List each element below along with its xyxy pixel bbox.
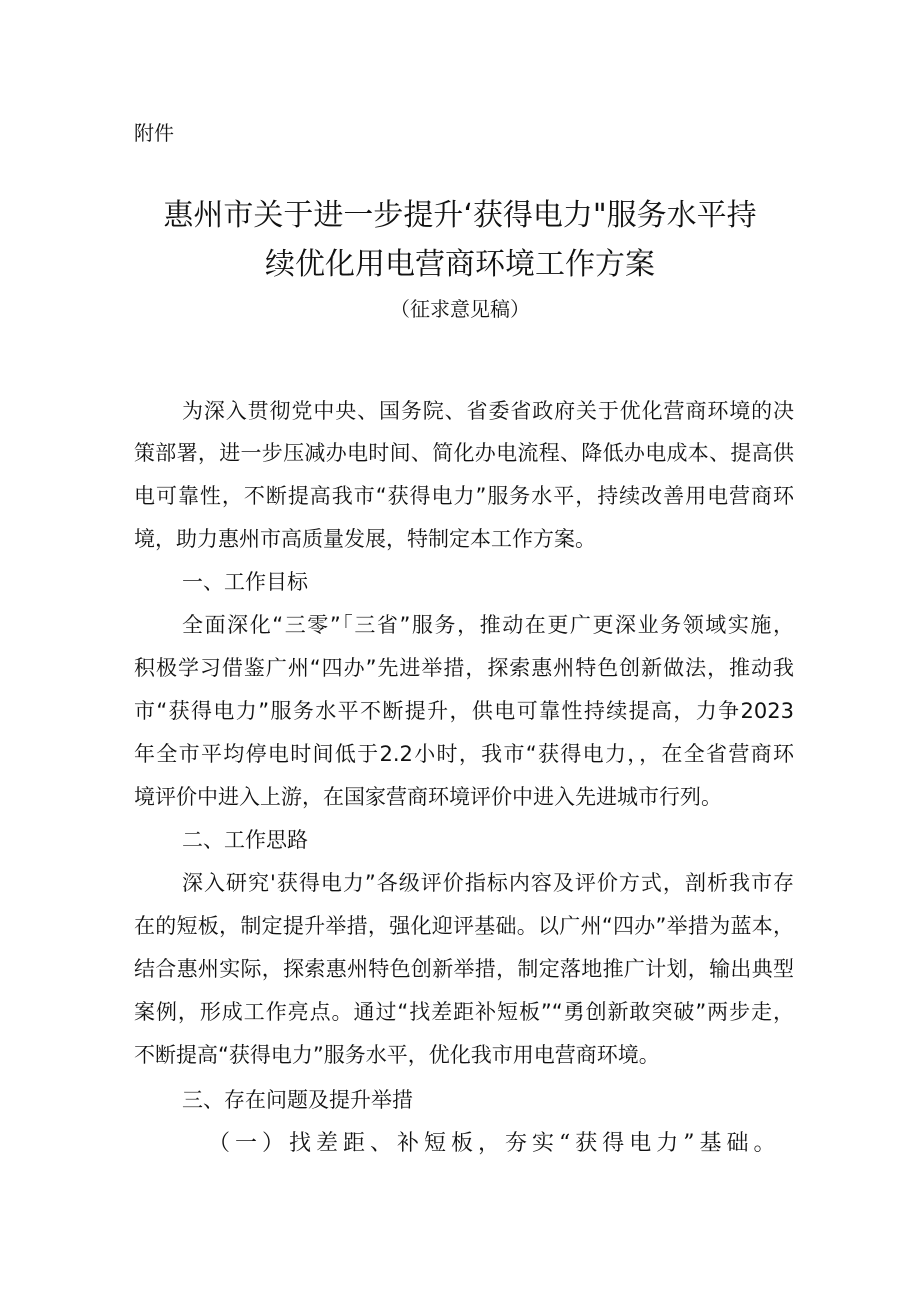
section-1-line-4: 年全市平均停电时间低于2.2小时，我市“获得电力，，在全省营商环 bbox=[134, 742, 794, 766]
section-1-line-2: 积极学习借鉴广州“四办”先进举措，探索惠州特色创新做法，推动我 bbox=[134, 656, 794, 680]
section-2-line-4: 案例，形成工作亮点。通过“找差距补短板”“勇创新敢突破”两步走， bbox=[134, 1000, 794, 1024]
section-3-subheading: （一）找差距、补短板，夯实“获得电力”基础。 bbox=[208, 1131, 781, 1156]
section-2-line-2: 在的短板，制定提升举措，强化迎评基础。以广州“四办”举措为蓝本， bbox=[134, 914, 794, 938]
document-title-line-1: 惠州市关于进一步提升‘获得电力"服务水平持 bbox=[163, 198, 757, 233]
section-1-line-3: 市“获得电力”服务水平不断提升，供电可靠性持续提高，力争2023 bbox=[134, 699, 794, 723]
intro-line-4: 境，助力惠州市高质量发展，特制定本工作方案。 bbox=[134, 527, 596, 551]
document-title-line-2: 续优化用电营商环境工作方案 bbox=[265, 247, 655, 282]
section-2-line-5: 不断提高“获得电力”服务水平，优化我市用电营商环境。 bbox=[134, 1043, 660, 1067]
section-1-line-1: 全面深化“三零”「三省”服务，推动在更广更深业务领域实施， bbox=[182, 613, 794, 637]
section-1-line-5: 境评价中进入上游，在国家营商环境评价中进入先进城市行列。 bbox=[134, 785, 722, 809]
section-1-heading: 一、工作目标 bbox=[182, 570, 308, 594]
intro-line-1: 为深入贯彻党中央、国务院、省委省政府关于优化营商环境的决 bbox=[182, 399, 794, 423]
intro-line-3: 电可靠性，不断提高我市“获得电力”服务水平，持续改善用电营商环 bbox=[134, 484, 794, 508]
intro-line-2: 策部署，进一步压减办电时间、简化办电流程、降低办电成本、提高供 bbox=[134, 441, 794, 465]
section-2-line-1: 深入研究'获得电力”各级评价指标内容及评价方式，剖析我市存 bbox=[182, 871, 794, 895]
section-2-line-3: 结合惠州实际，探索惠州特色创新举措，制定落地推广计划，输出典型 bbox=[134, 957, 794, 981]
attachment-label: 附件 bbox=[134, 121, 174, 145]
section-2-heading: 二、工作思路 bbox=[182, 828, 308, 852]
section-3-heading: 三、存在问题及提升举措 bbox=[182, 1088, 413, 1112]
document-subtitle: （征求意见稿） bbox=[390, 297, 530, 321]
